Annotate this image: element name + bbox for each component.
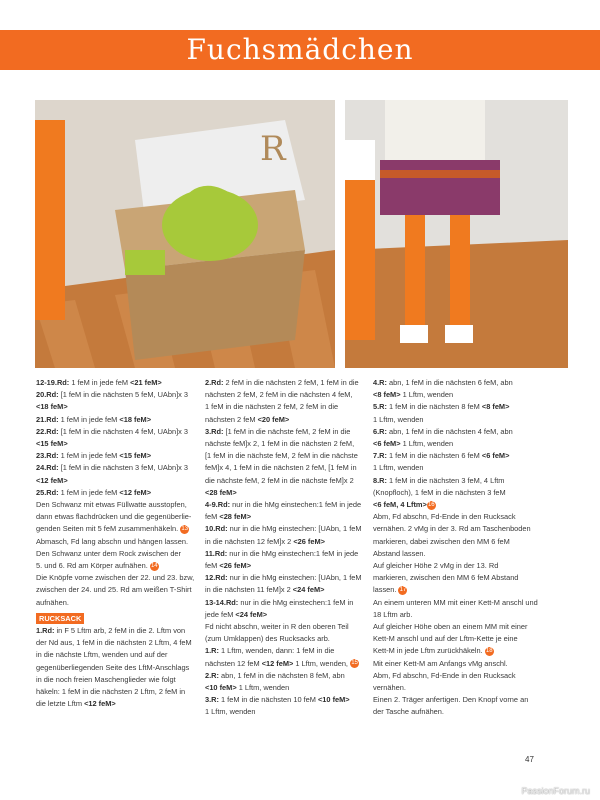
instruction-text: (zum Umklappen) des Rucksacks arb. [205,634,330,644]
instruction-line [205,511,380,523]
instruction-text: die letzte Lftm [36,699,85,709]
instruction-line [36,536,211,548]
instruction-text: 1 feM in jede feM [69,378,131,387]
instruction-line [205,609,380,621]
instruction-text: nur in die hMg einstechen:1 feM in jede [227,548,359,558]
instruction-line [373,487,548,499]
instruction-text: 2 feM in die nächsten 2 feM, 1 feM in die [223,378,359,387]
instruction-text: der Tasche aufnähen. [373,707,444,717]
instruction-text: Auf gleicher Höhe oben an einem MM mit einer [373,622,528,632]
row-label: 12.Rd: [205,573,228,583]
instruction-text: vernähen. 2 vMg in der 3. Rd am Taschenboden [373,524,531,534]
instruction-text: 1 Lftm, wenden [205,707,256,717]
instruction-line [205,548,380,560]
instruction-text: gegenüberliegenden Seite des LftM-Anschlags [36,662,190,672]
instruction-line [373,609,548,621]
row-label: 13-14.Rd: [205,597,239,607]
instruction-line [373,536,548,548]
instruction-line [205,597,380,609]
instruction-line [36,548,211,560]
instruction-text: 1 Lftm, wenden [373,414,424,424]
instruction-column-2 [205,377,380,719]
instruction-column-3 [373,377,548,719]
row-label: 1.Rd: [36,626,55,636]
instruction-line [373,462,548,474]
instruction-line [205,560,380,572]
instruction-line [36,499,211,511]
rucksack-illustration [35,100,335,368]
instruction-text: 1 feM in jede feM [58,451,120,461]
row-label: 11.Rd: [205,548,228,558]
step-photo-marker: 14 [150,562,158,569]
stitch-count: <28 feM> [219,512,252,522]
row-label: 4-9.Rd: [205,500,231,510]
instruction-text: abn, 1 feM in die nächsten 4 feM, abn [386,426,513,436]
instruction-line [205,584,380,596]
instruction-text: nächsten 2 feM [205,414,258,424]
instruction-text: 1 feM in die nächsten 6 feM [386,451,482,461]
instruction-line [373,438,548,450]
row-label: 20.Rd: [36,390,59,400]
rucksack-photo [35,100,335,368]
stitch-count: <6 feM> [481,451,510,461]
instruction-line [205,706,380,718]
stitch-count: <8 feM> [373,390,401,400]
instruction-text: genden Seiten mit 5 feM zusammenhäkeln. [36,524,181,534]
instruction-line [205,536,380,548]
instruction-text: Kett-M anschl und auf der Lftm-Kette je eine [373,634,518,644]
stitch-count: <15 feM> [36,439,68,449]
row-label: 21.Rd: [36,414,59,424]
stitch-count: <6 feM, 4 Lftm> [373,500,427,510]
instruction-text: feM]x 4, 1 feM in die nächsten 2 feM, [1 feM in [205,463,357,473]
instruction-text: in die nächsten 11 feM]x 2 [205,585,293,595]
instruction-text: lassen. [373,585,399,595]
instruction-line [373,499,548,511]
instruction-text: Abm, Fd abschn, Fd-Ende in den Rucksack [373,670,516,680]
legs-photo [345,100,568,368]
instruction-line [205,487,380,499]
instruction-line [373,633,548,645]
instruction-text: markieren, zwischen den MM 6 feM Abstand [373,573,519,583]
svg-text:R: R [260,129,286,169]
page-title: Fuchsmädchen [186,33,414,66]
instruction-line [373,584,548,596]
instruction-line [36,649,211,661]
instruction-line [373,511,548,523]
instruction-text: 1 feM in die nächsten 2 feM, 2 feM in die [205,402,339,412]
row-label: 1.R: [205,646,219,656]
stitch-count: <12 feM> [119,487,152,497]
instruction-line [36,584,211,596]
row-label: 23.Rd: [36,451,59,461]
stitch-count: <18 feM> [36,402,68,412]
instruction-line [373,658,548,670]
instruction-line [205,658,380,670]
row-label: 24.Rd: [36,463,59,473]
row-label: 22.Rd: [36,426,59,436]
instruction-line [205,645,380,657]
stitch-count: <12 feM> [84,699,116,709]
instruction-line [36,686,211,698]
instruction-line [205,633,380,645]
instruction-line [36,475,211,487]
instruction-text: Abmasch, Fd lang abschn und hängen lassen. [36,536,189,546]
row-label: 3.R: [205,695,219,705]
instruction-text: 1 Lftm, wenden, dann: 1 feM in die [218,646,335,656]
instruction-text: [1 feM in die nächsten 5 feM, UAbn]x 3 [58,390,188,400]
step-photo-marker: 16 [427,501,435,508]
instruction-line [36,487,211,499]
instruction-text: vernähen. [373,683,406,693]
instruction-text: nächsten 12 feM [205,658,262,668]
step-photo-marker: 13 [181,525,189,532]
stitch-count: <6 feM> [373,439,401,449]
instruction-text: 1 Lftm, wenden [373,463,424,473]
instruction-line [373,560,548,572]
instruction-text: in die nächste Lftm, wenden und auf der [36,650,168,660]
instruction-text: [1 feM in die nächsten 4 feM, UAbn]x 3 [58,426,188,436]
instruction-text: 1 feM in die nächsten 8 feM [386,402,482,412]
instruction-line [205,475,380,487]
instruction-text: abn, 1 feM in die nächsten 8 feM, abn [218,670,345,680]
watermark: PassionForum.ru [521,786,590,796]
instruction-text: Abm, Fd abschn, Fd-Ende in den Rucksack [373,512,516,522]
instruction-line [36,438,211,450]
title-banner [0,30,600,70]
instruction-line [205,438,380,450]
instruction-line [205,523,380,535]
instruction-line [373,414,548,426]
instruction-text: [1 feM in die nächste feM, 2 feM in die nächste [205,451,358,461]
instruction-text: 1 feM in die nächsten 3 feM, 4 Lftm [386,475,505,485]
instruction-line [205,389,380,401]
instruction-line [205,621,380,633]
instruction-line [36,511,211,523]
instruction-text: [1 feM in die nächste feM, 2 feM in die [223,426,351,436]
instruction-line [36,662,211,674]
instruction-line [36,377,211,389]
stitch-count: <12 feM> [36,475,68,485]
instruction-line [373,621,548,633]
instruction-text: zwischen der 24. und 25. Rd am weißen T-Shirt [36,585,192,595]
instruction-text: 1 Lftm, wenden [400,390,454,400]
stitch-count: <15 feM> [119,451,152,461]
instruction-text: nur in die hMg einstechen:1 feM in jede [230,500,362,510]
row-label: 7.R: [373,451,387,461]
instruction-text: häkeln: 1 feM in die nächsten 2 Lftm, 2 feM in [36,687,186,697]
instruction-text: nächste feM]x 2, 1 feM in die nächsten 2 feM, [205,439,355,449]
instruction-line [36,674,211,686]
step-photo-marker: 17 [399,587,407,593]
instruction-line [36,450,211,462]
instruction-text: An einem unteren MM mit einer Kett-M anschl und [373,597,538,607]
stitch-count: <10 feM> [317,695,350,705]
instruction-text: 1 feM in jede feM [58,487,120,497]
row-label: 6.R: [373,426,387,436]
instruction-line [205,377,380,389]
instruction-text: in F 5 Lftm arb, 2 feM in die 2. Lftm von [54,626,186,636]
instruction-line [373,670,548,682]
instruction-text: 1 feM in die nächsten 10 feM [218,695,318,705]
row-label: 2.R: [205,670,219,680]
instruction-text: in die noch freien Maschenglieder wie folgt [36,674,176,684]
instruction-line [36,625,211,637]
instruction-line [373,572,548,584]
instruction-text: der Nd aus, 1 feM in die nächsten 2 Lftm, 4 feM [36,638,192,648]
instruction-line [36,401,211,413]
row-label: 25.Rd: [36,487,59,497]
instruction-text: in die nächsten 12 feM]x 2 [205,536,294,546]
instruction-line [373,706,548,718]
instruction-line [373,377,548,389]
instruction-line [205,426,380,438]
stitch-count: <26 feM> [219,561,252,571]
instruction-line [205,450,380,462]
instruction-line [36,414,211,426]
stitch-count: <28 feM> [205,487,237,497]
instruction-line [373,682,548,694]
instruction-line [36,523,211,535]
row-label: 5.R: [373,402,387,412]
row-label: 3.Rd: [205,426,224,436]
instruction-text: [1 feM in die nächsten 3 feM, UAbn]x 3 [58,463,188,473]
instruction-text: Die Knöpfe vorne zwischen der 22. und 23. bzw, [36,573,195,583]
instruction-line [205,670,380,682]
instruction-line [36,572,211,584]
stitch-count: <18 feM> [119,414,152,424]
section-heading: RUCKSACK [36,613,84,624]
instruction-line [373,426,548,438]
step-photo-marker: 15 [351,660,358,667]
instruction-line [36,426,211,438]
instruction-text: (Knopfloch), 1 feM in die nächsten 3 feM [373,487,506,497]
instruction-text: jede feM [205,609,236,619]
instruction-text: nur in die hMg einstechen: [UAbn, 1 feM [227,573,362,583]
instruction-line [36,597,211,609]
instruction-text: dann etwas flachdrücken und die gegenüberlie- [36,512,192,522]
stitch-count: <10 feM> [205,683,237,693]
instruction-text: Abstand lassen. [373,548,426,558]
instruction-line [373,548,548,560]
page-number: 47 [525,755,534,764]
instruction-line [36,560,211,572]
instruction-text: 1 Lftm, wenden [236,683,290,693]
instruction-line [36,637,211,649]
instruction-text: nächsten 2 feM, 2 feM in die nächsten 4 feM, [205,390,353,400]
instruction-line [205,414,380,426]
instruction-line [205,499,380,511]
instruction-text: Auf gleicher Höhe 2 vMg in der 13. Rd [373,561,499,571]
instruction-line [373,645,548,657]
instruction-text: nur in die hMg einstechen: [UAbn, 1 feM [227,524,362,534]
step-photo-marker: 18 [485,648,493,655]
instruction-text: 1 Lftm, wenden [400,439,454,449]
instruction-line [373,401,548,413]
row-label: 10.Rd: [205,524,228,534]
instruction-text: abn, 1 feM in die nächsten 6 feM, abn [386,378,513,387]
instruction-line [373,694,548,706]
stitch-count: <8 feM> [481,402,510,412]
instruction-line [373,450,548,462]
instruction-text: aufnähen. [36,597,69,607]
row-label: 8.R: [373,475,387,485]
instruction-text: feM [205,512,220,522]
instruction-text: 18 Lftm arb. [373,609,413,619]
instruction-line [205,401,380,413]
instruction-text: 1 feM in jede feM [58,414,120,424]
stitch-count: <12 feM> [261,658,294,668]
instruction-column-1 [36,377,211,710]
instruction-text: feM [205,561,220,571]
row-label: 12-19.Rd: [36,378,70,387]
instruction-text: Einen 2. Träger anfertigen. Den Knopf vorne an [373,695,529,705]
instruction-text: Kett-M in jede Lftm zurückhäkeln. [373,646,485,656]
instruction-text: 5. und 6. Rd am Körper aufnähen. [36,561,150,571]
instruction-text: nur in die hMg einstechen:1 feM in [238,597,354,607]
instruction-line [205,682,380,694]
instruction-text: Mit einer Kett-M am Anfangs vMg anschl. [373,658,508,668]
stitch-count: <26 feM> [293,536,325,546]
row-label: 4.R: [373,378,387,387]
instruction-line [373,523,548,535]
row-label: 2.Rd: [205,378,224,387]
stitch-count: <21 feM> [130,378,162,387]
instruction-text: 1 Lftm, wenden, [293,658,351,668]
instruction-line [36,698,211,710]
instruction-text: die nächste feM, 2 feM in die nächste feM]x 2 [205,475,354,485]
instruction-line [373,475,548,487]
fox-legs-illustration [345,100,568,368]
instruction-text: Fd nicht abschn, weiter in R den oberen Teil [205,622,349,632]
instruction-text: Den Schwanz mit etwas Füllwatte ausstopfen, [36,500,187,510]
instruction-line [205,694,380,706]
stitch-count: <24 feM> [292,585,325,595]
instruction-text: Den Schwanz unter dem Rock zwischen der [36,548,182,558]
stitch-count: <20 feM> [257,414,290,424]
instruction-line [205,462,380,474]
instruction-line [36,462,211,474]
instruction-line [36,389,211,401]
instruction-line [373,597,548,609]
instruction-text: markieren, dabei zwischen den MM 6 feM [373,536,510,546]
instruction-line [205,572,380,584]
stitch-count: <24 feM> [235,609,268,619]
instruction-line [373,389,548,401]
